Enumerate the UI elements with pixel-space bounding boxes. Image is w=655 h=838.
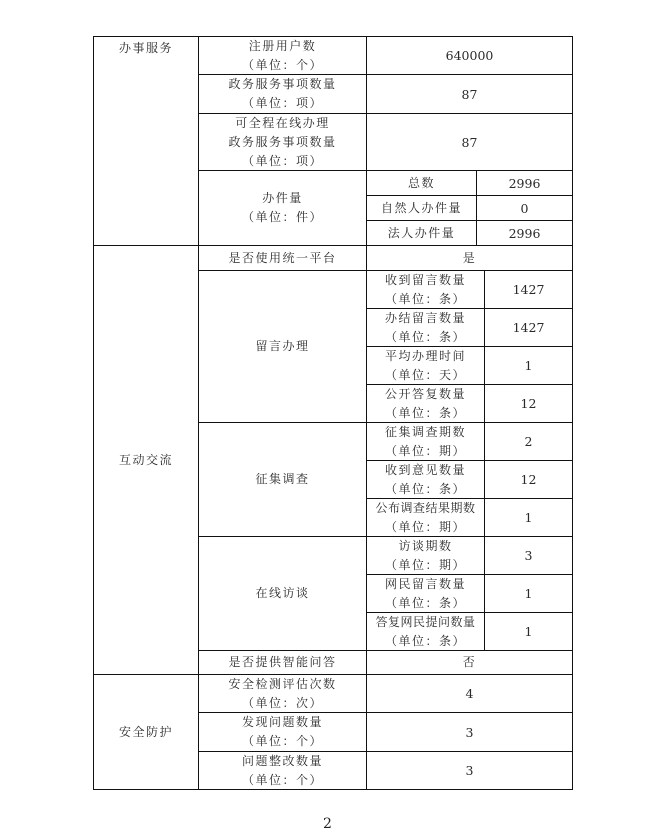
sub-value-cell (484, 536, 573, 575)
sub-label-cell (366, 346, 485, 385)
sub-label-cell (366, 536, 485, 575)
group-label: 留言办理 (255, 339, 310, 353)
label-cell (198, 751, 367, 790)
sub-value-cell (476, 220, 573, 246)
unit-text: （单位：件） (241, 210, 323, 224)
value-text: 12 (520, 472, 537, 487)
value-text: 87 (461, 134, 478, 150)
value-text: 87 (461, 86, 478, 102)
label-text: 是否提供智能问答 (228, 655, 337, 669)
group-cell-online-interview (198, 536, 367, 651)
sub-label-cell (366, 170, 477, 196)
value-text: 3 (524, 548, 533, 563)
label-cell (198, 674, 367, 713)
value-text: 1 (524, 624, 533, 639)
label-text: 安全检测评估次数 (228, 676, 337, 691)
value-text: 2996 (508, 225, 541, 241)
sub-label-text: 法人办件量 (387, 225, 456, 240)
unit-text: （单位：条） (384, 329, 466, 344)
value-text: 4 (465, 686, 474, 701)
category-cell-interaction (93, 245, 199, 675)
sub-label-text: 办结留言数量 (384, 310, 466, 325)
sub-value-cell (484, 574, 573, 613)
sub-label-cell (366, 270, 485, 309)
label-cell-case-volume (198, 170, 367, 246)
value-text: 2996 (508, 175, 541, 191)
sub-label-text: 平均办理时间 (384, 348, 466, 363)
sub-label-cell (366, 460, 485, 499)
value-text: 是 (462, 250, 477, 265)
unit-text: （单位：期） (384, 443, 466, 458)
unit-text: （单位：条） (384, 405, 466, 420)
unit-text: （单位：项） (241, 153, 323, 168)
sub-value-cell (484, 308, 573, 347)
label-cell (198, 712, 367, 752)
value-cell (366, 245, 573, 271)
label-text: 注册用户数 (248, 38, 317, 53)
value-cell (366, 674, 573, 713)
group-cell-message-handling (198, 270, 367, 423)
unit-text: （单位：期） (384, 557, 466, 572)
value-text: 3 (465, 763, 474, 778)
unit-text: （单位：个） (241, 734, 323, 748)
sub-label-cell (366, 384, 485, 423)
sub-label-cell (366, 498, 485, 537)
unit-text: （单位：条） (384, 595, 466, 610)
value-text: 1427 (512, 282, 545, 297)
sub-label-cell (366, 220, 477, 246)
group-label: 在线访谈 (255, 586, 310, 600)
value-cell (366, 113, 573, 171)
sub-value-cell (484, 270, 573, 309)
sub-label-cell (366, 612, 485, 651)
unit-text: （单位：个） (241, 772, 323, 787)
unit-text: （单位：天） (384, 367, 466, 382)
unit-text: （单位：条） (384, 633, 466, 648)
sub-label-text: 答复网民提问数量 (375, 614, 476, 629)
value-cell (366, 751, 573, 790)
sub-value-cell (484, 346, 573, 385)
label-cell (198, 36, 367, 75)
sub-label-text: 总数 (407, 175, 435, 190)
unit-text: （单位：条） (384, 291, 466, 306)
unit-text: （单位：个） (241, 57, 323, 72)
value-text: 1 (524, 358, 533, 373)
sub-label-text: 网民留言数量 (384, 576, 466, 591)
group-label: 征集调查 (255, 472, 310, 486)
sub-value-cell (484, 498, 573, 537)
sub-label-text: 收到留言数量 (384, 272, 466, 287)
label-cell (198, 74, 367, 114)
value-text: 1 (524, 586, 533, 601)
label-text: 是否使用统一平台 (228, 250, 337, 265)
value-cell (366, 74, 573, 114)
value-text: 1427 (512, 320, 545, 335)
group-cell-survey (198, 422, 367, 537)
value-cell (366, 650, 573, 675)
sub-label-text: 自然人办件量 (380, 200, 462, 215)
label-text: 问题整改数量 (241, 753, 323, 768)
unit-text: （单位：期） (384, 519, 466, 534)
sub-label-cell (366, 574, 485, 613)
unit-text: （单位：次） (241, 695, 323, 710)
sub-value-cell (476, 195, 573, 221)
sub-label-text: 收到意见数量 (384, 462, 466, 477)
label-cell (198, 113, 367, 171)
sub-value-cell (484, 460, 573, 499)
sub-label-text: 公开答复数量 (384, 386, 466, 401)
sub-value-cell (484, 384, 573, 423)
value-text: 否 (462, 655, 477, 669)
value-cell (366, 36, 573, 75)
label-text: 发现问题数量 (241, 715, 323, 729)
value-text: 12 (520, 396, 537, 411)
sub-label-cell (366, 195, 477, 221)
sub-value-cell (484, 422, 573, 461)
label-text: 政务服务事项数量 (228, 77, 337, 91)
value-text: 1 (524, 510, 533, 525)
value-text: 2 (524, 434, 533, 449)
sub-value-cell (484, 612, 573, 651)
page-number: 2 (323, 816, 332, 832)
sub-value-cell (476, 170, 573, 196)
value-text: 3 (465, 724, 474, 740)
category-cell-service (93, 36, 199, 246)
sub-label-text: 访谈期数 (398, 538, 453, 553)
sub-label-cell (366, 422, 485, 461)
category-label: 互动交流 (118, 452, 173, 467)
value-cell (366, 712, 573, 752)
value-text: 0 (520, 200, 529, 216)
label-text: 办件量 (262, 191, 303, 205)
category-label: 办事服务 (118, 41, 173, 55)
category-label: 安全防护 (118, 724, 173, 739)
category-cell-security (93, 674, 199, 790)
label-cell (198, 245, 367, 271)
sub-label-cell (366, 308, 485, 347)
label-cell (198, 650, 367, 675)
label-text: 可全程在线办理 (235, 115, 330, 130)
label-text: 政务服务事项数量 (228, 134, 337, 149)
value-text: 640000 (445, 48, 494, 63)
sub-label-text: 征集调查期数 (384, 424, 466, 439)
unit-text: （单位：项） (241, 96, 323, 110)
sub-label-text: 公布调查结果期数 (375, 500, 476, 515)
unit-text: （单位：条） (384, 481, 466, 496)
